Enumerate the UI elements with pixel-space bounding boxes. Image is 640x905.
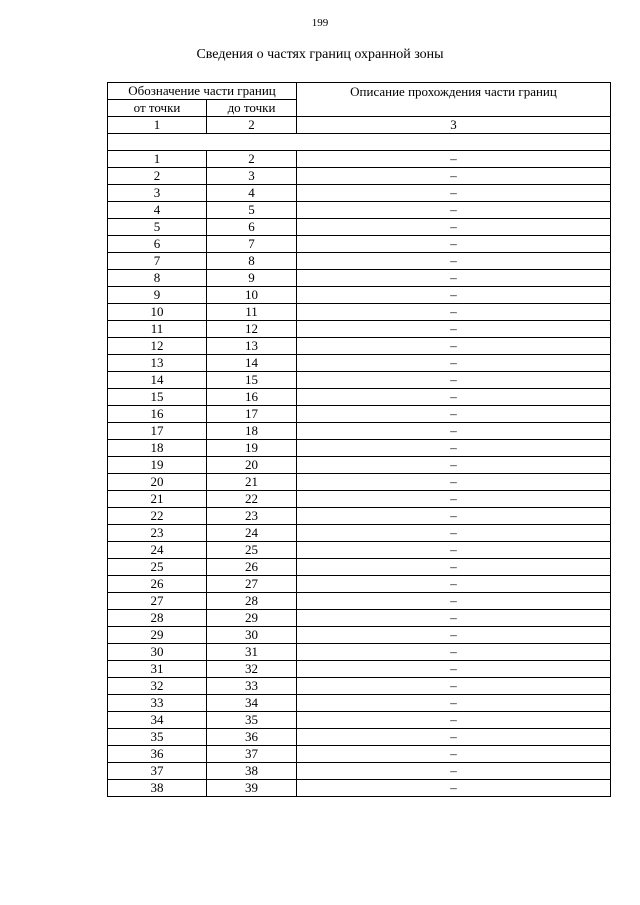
description-cell: – <box>297 423 611 440</box>
from-point-cell: 36 <box>108 746 207 763</box>
description-cell: – <box>297 644 611 661</box>
table-row <box>108 389 611 406</box>
description-cell: – <box>297 338 611 355</box>
to-point-cell: 15 <box>207 372 297 389</box>
to-point-cell: 36 <box>207 729 297 746</box>
description-cell: – <box>297 763 611 780</box>
table-row <box>108 610 611 627</box>
description-cell: – <box>297 321 611 338</box>
from-point-cell: 18 <box>108 440 207 457</box>
from-point-cell: 19 <box>108 457 207 474</box>
from-point-cell: 29 <box>108 627 207 644</box>
table-row <box>108 695 611 712</box>
table-row <box>108 287 611 304</box>
to-point-cell: 9 <box>207 270 297 287</box>
from-point-cell: 37 <box>108 763 207 780</box>
header-boundary-part-designation: Обозначение части границ <box>108 83 297 100</box>
table-row <box>108 423 611 440</box>
column-number-row <box>108 117 611 134</box>
description-cell: – <box>297 627 611 644</box>
description-cell: – <box>297 440 611 457</box>
document-title: Сведения о частях границ охранной зоны <box>196 47 444 62</box>
to-point-cell: 26 <box>207 559 297 576</box>
to-point-cell: 35 <box>207 712 297 729</box>
table-row <box>108 780 611 797</box>
to-point-cell: 30 <box>207 627 297 644</box>
to-point-cell: 23 <box>207 508 297 525</box>
to-point-cell: 6 <box>207 219 297 236</box>
header-description: Описание прохождения части границ <box>297 83 611 117</box>
table-row <box>108 559 611 576</box>
from-point-cell: 38 <box>108 780 207 797</box>
table-row <box>108 236 611 253</box>
description-cell: – <box>297 508 611 525</box>
from-point-cell: 12 <box>108 338 207 355</box>
from-point-cell: 31 <box>108 661 207 678</box>
description-cell: – <box>297 372 611 389</box>
to-point-cell: 29 <box>207 610 297 627</box>
description-cell: – <box>297 780 611 797</box>
from-point-cell: 14 <box>108 372 207 389</box>
to-point-cell: 38 <box>207 763 297 780</box>
to-point-cell: 22 <box>207 491 297 508</box>
to-point-cell: 31 <box>207 644 297 661</box>
description-cell: – <box>297 610 611 627</box>
description-cell: – <box>297 474 611 491</box>
to-point-cell: 39 <box>207 780 297 797</box>
description-cell: – <box>297 202 611 219</box>
table-row <box>108 185 611 202</box>
from-point-cell: 17 <box>108 423 207 440</box>
page-number: 199 <box>311 17 329 29</box>
table-row <box>108 474 611 491</box>
to-point-cell: 18 <box>207 423 297 440</box>
table-row <box>108 644 611 661</box>
description-cell: – <box>297 185 611 202</box>
from-point-cell: 27 <box>108 593 207 610</box>
blank-cell <box>108 134 611 151</box>
from-point-cell: 13 <box>108 355 207 372</box>
from-point-cell: 21 <box>108 491 207 508</box>
from-point-cell: 28 <box>108 610 207 627</box>
from-point-cell: 20 <box>108 474 207 491</box>
from-point-cell: 9 <box>108 287 207 304</box>
table-row <box>108 253 611 270</box>
table-row <box>108 440 611 457</box>
table-row <box>108 661 611 678</box>
from-point-cell: 16 <box>108 406 207 423</box>
description-cell: – <box>297 576 611 593</box>
from-point-cell: 32 <box>108 678 207 695</box>
table-row <box>108 338 611 355</box>
table-row <box>108 457 611 474</box>
from-point-cell: 11 <box>108 321 207 338</box>
table-row <box>108 525 611 542</box>
from-point-cell: 2 <box>108 168 207 185</box>
column-number: 3 <box>297 117 611 134</box>
table-row <box>108 712 611 729</box>
description-cell: – <box>297 542 611 559</box>
from-point-cell: 22 <box>108 508 207 525</box>
table-row <box>108 168 611 185</box>
to-point-cell: 11 <box>207 304 297 321</box>
header-from-point: от точки <box>108 100 207 117</box>
description-cell: – <box>297 661 611 678</box>
table-row <box>108 678 611 695</box>
to-point-cell: 24 <box>207 525 297 542</box>
to-point-cell: 34 <box>207 695 297 712</box>
to-point-cell: 7 <box>207 236 297 253</box>
to-point-cell: 25 <box>207 542 297 559</box>
table-row <box>108 508 611 525</box>
table-row <box>108 542 611 559</box>
table-row <box>108 321 611 338</box>
description-cell: – <box>297 746 611 763</box>
table-row <box>108 304 611 321</box>
to-point-cell: 4 <box>207 185 297 202</box>
boundary-table <box>107 82 611 797</box>
table-row <box>108 763 611 780</box>
description-cell: – <box>297 491 611 508</box>
description-cell: – <box>297 593 611 610</box>
table-row <box>108 151 611 168</box>
to-point-cell: 3 <box>207 168 297 185</box>
table-header-row <box>108 83 611 100</box>
blank-row <box>108 134 611 151</box>
to-point-cell: 5 <box>207 202 297 219</box>
description-cell: – <box>297 389 611 406</box>
to-point-cell: 10 <box>207 287 297 304</box>
description-cell: – <box>297 695 611 712</box>
table-row <box>108 746 611 763</box>
to-point-cell: 13 <box>207 338 297 355</box>
from-point-cell: 4 <box>108 202 207 219</box>
from-point-cell: 30 <box>108 644 207 661</box>
from-point-cell: 34 <box>108 712 207 729</box>
to-point-cell: 20 <box>207 457 297 474</box>
description-cell: – <box>297 678 611 695</box>
description-cell: – <box>297 304 611 321</box>
from-point-cell: 7 <box>108 253 207 270</box>
to-point-cell: 27 <box>207 576 297 593</box>
column-number: 2 <box>207 117 297 134</box>
to-point-cell: 12 <box>207 321 297 338</box>
description-cell: – <box>297 270 611 287</box>
from-point-cell: 33 <box>108 695 207 712</box>
description-cell: – <box>297 457 611 474</box>
from-point-cell: 26 <box>108 576 207 593</box>
column-number: 1 <box>108 117 207 134</box>
description-cell: – <box>297 712 611 729</box>
table-row <box>108 729 611 746</box>
from-point-cell: 6 <box>108 236 207 253</box>
to-point-cell: 21 <box>207 474 297 491</box>
from-point-cell: 10 <box>108 304 207 321</box>
to-point-cell: 32 <box>207 661 297 678</box>
to-point-cell: 33 <box>207 678 297 695</box>
description-cell: – <box>297 559 611 576</box>
description-cell: – <box>297 287 611 304</box>
description-cell: – <box>297 151 611 168</box>
to-point-cell: 2 <box>207 151 297 168</box>
table-row <box>108 576 611 593</box>
to-point-cell: 14 <box>207 355 297 372</box>
table-row <box>108 593 611 610</box>
table-row <box>108 491 611 508</box>
to-point-cell: 37 <box>207 746 297 763</box>
from-point-cell: 1 <box>108 151 207 168</box>
table-row <box>108 219 611 236</box>
header-to-point: до точки <box>207 100 297 117</box>
description-cell: – <box>297 219 611 236</box>
from-point-cell: 25 <box>108 559 207 576</box>
from-point-cell: 24 <box>108 542 207 559</box>
table-row <box>108 355 611 372</box>
description-cell: – <box>297 406 611 423</box>
description-cell: – <box>297 525 611 542</box>
to-point-cell: 8 <box>207 253 297 270</box>
table-row <box>108 270 611 287</box>
from-point-cell: 3 <box>108 185 207 202</box>
to-point-cell: 19 <box>207 440 297 457</box>
description-cell: – <box>297 236 611 253</box>
table-row <box>108 372 611 389</box>
from-point-cell: 23 <box>108 525 207 542</box>
description-cell: – <box>297 253 611 270</box>
table-row <box>108 627 611 644</box>
to-point-cell: 28 <box>207 593 297 610</box>
description-cell: – <box>297 168 611 185</box>
table-row <box>108 202 611 219</box>
description-cell: – <box>297 729 611 746</box>
to-point-cell: 17 <box>207 406 297 423</box>
from-point-cell: 8 <box>108 270 207 287</box>
from-point-cell: 35 <box>108 729 207 746</box>
table-row <box>108 406 611 423</box>
description-cell: – <box>297 355 611 372</box>
from-point-cell: 5 <box>108 219 207 236</box>
to-point-cell: 16 <box>207 389 297 406</box>
from-point-cell: 15 <box>108 389 207 406</box>
